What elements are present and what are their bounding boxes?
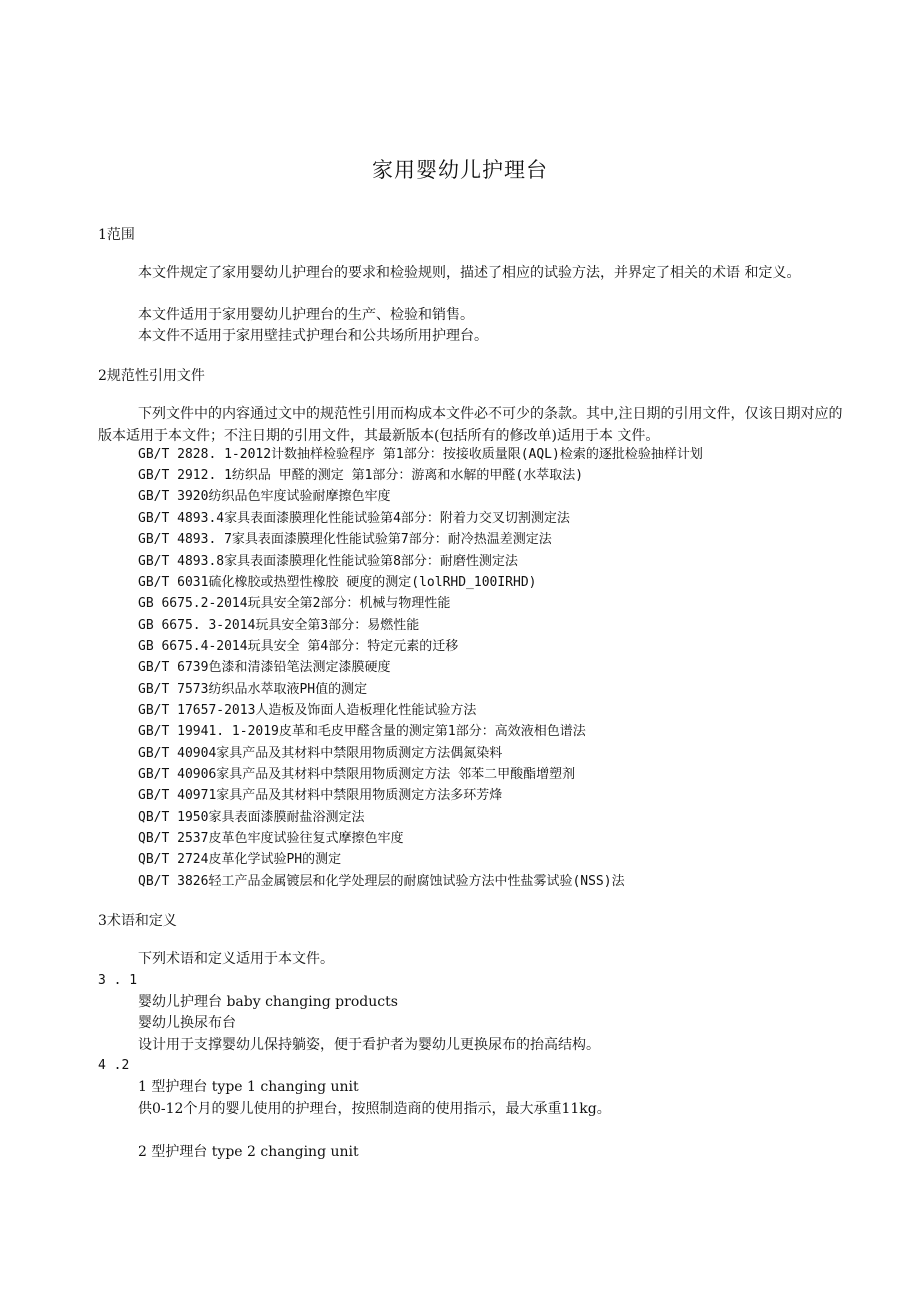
reference-item: GB/T 6031硫化橡胶或热塑性橡胶 硬度的测定(lolRHD_100IRHD) xyxy=(138,575,537,590)
section-1-paragraph-1: 本文件规定了家用婴幼儿护理台的要求和检验规则，描述了相应的试验方法，并界定了相关的术语 和定义。 xyxy=(138,265,801,281)
section-2-intro: 下列文件中的内容通过文中的规范性引用而构成本文件必不可少的条款。其中,注日期的引用文件，仅该日期对应的版本适用于本文件；不注日期的引用文件，其最新版本(包括所有的修改单)适用于本 文件。 xyxy=(98,406,843,444)
section-1-paragraph-3: 本文件不适用于家用壁挂式护理台和公共场所用护理台。 xyxy=(138,328,488,344)
reference-item: QB/T 3826轻工产品金属镀层和化学处理层的耐腐蚀试验方法中性盐雾试验(NSS)法 xyxy=(138,874,625,889)
term-number: 3 . 1 xyxy=(98,973,138,988)
section-1-paragraph-2: 本文件适用于家用婴幼儿护理台的生产、检验和销售。 xyxy=(138,307,474,323)
reference-item: GB/T 6739色漆和清漆铅笔法测定漆膜硬度 xyxy=(138,660,391,675)
term-definition: 设计用于支撑婴幼儿保持躺姿，便于看护者为婴幼儿更换尿布的抬高结构。 xyxy=(138,1037,600,1053)
term-title: 婴幼儿护理台 baby changing products xyxy=(138,994,398,1010)
document-title: 家用婴幼儿护理台 xyxy=(372,158,548,182)
reference-item: GB/T 40906家具产品及其材料中禁限用物质测定方法 邻苯二甲酸酯增塑剂 xyxy=(138,767,576,782)
reference-item: GB/T 2828. 1-2012计数抽样检验程序 第1部分：按接收质量限(AQL)检索的逐批检验抽样计划 xyxy=(138,447,703,462)
section-1-heading: 1范围 xyxy=(98,227,135,243)
reference-item: GB/T 19941. 1-2019皮革和毛皮甲醛含量的测定第1部分：高效液相色谱法 xyxy=(138,724,586,739)
reference-item: GB 6675.4-2014玩具安全 第4部分：特定元素的迁移 xyxy=(138,639,459,654)
term-title: 1 型护理台 type 1 changing unit xyxy=(138,1079,359,1095)
reference-item: GB/T 7573纺织品水萃取液PH值的测定 xyxy=(138,682,368,697)
section-3-heading: 3术语和定义 xyxy=(98,913,177,929)
reference-item: GB/T 4893. 7家具表面漆膜理化性能试验第7部分：耐冷热温差测定法 xyxy=(138,532,552,547)
reference-item: GB/T 4893.8家具表面漆膜理化性能试验第8部分：耐磨性测定法 xyxy=(138,554,518,569)
section-2-heading: 2规范性引用文件 xyxy=(98,368,205,384)
reference-item: GB/T 2912. 1纺织品 甲醛的测定 第1部分：游离和水解的甲醛(水萃取法) xyxy=(138,468,584,483)
reference-item: GB/T 17657-2013人造板及饰面人造板理化性能试验方法 xyxy=(138,703,477,718)
reference-item: GB/T 40904家具产品及其材料中禁限用物质测定方法偶氮染料 xyxy=(138,746,503,761)
section-3-intro: 下列术语和定义适用于本文件。 xyxy=(138,951,334,967)
reference-item: QB/T 2724皮革化学试验PH的测定 xyxy=(138,852,342,867)
term-number: 4 .2 xyxy=(98,1058,130,1073)
term-definition: 供0-12个月的婴儿使用的护理台，按照制造商的使用指示，最大承重11kg。 xyxy=(138,1101,611,1117)
reference-item: QB/T 1950家具表面漆膜耐盐浴测定法 xyxy=(138,810,365,825)
reference-item: GB 6675. 3-2014玩具安全第3部分：易燃性能 xyxy=(138,618,420,633)
term-title: 2 型护理台 type 2 changing unit xyxy=(138,1144,359,1160)
reference-item: GB/T 40971家具产品及其材料中禁限用物质测定方法多环芳烽 xyxy=(138,788,503,803)
reference-item: GB/T 3920纺织品色牢度试验耐摩擦色牢度 xyxy=(138,489,391,504)
reference-item: QB/T 2537皮革色牢度试验往复式摩擦色牢度 xyxy=(138,831,404,846)
term-alternative: 婴幼儿换尿布台 xyxy=(138,1015,236,1031)
reference-item: GB 6675.2-2014玩具安全第2部分：机械与物理性能 xyxy=(138,596,451,611)
reference-item: GB/T 4893.4家具表面漆膜理化性能试验第4部分：附着力交叉切割测定法 xyxy=(138,511,570,526)
